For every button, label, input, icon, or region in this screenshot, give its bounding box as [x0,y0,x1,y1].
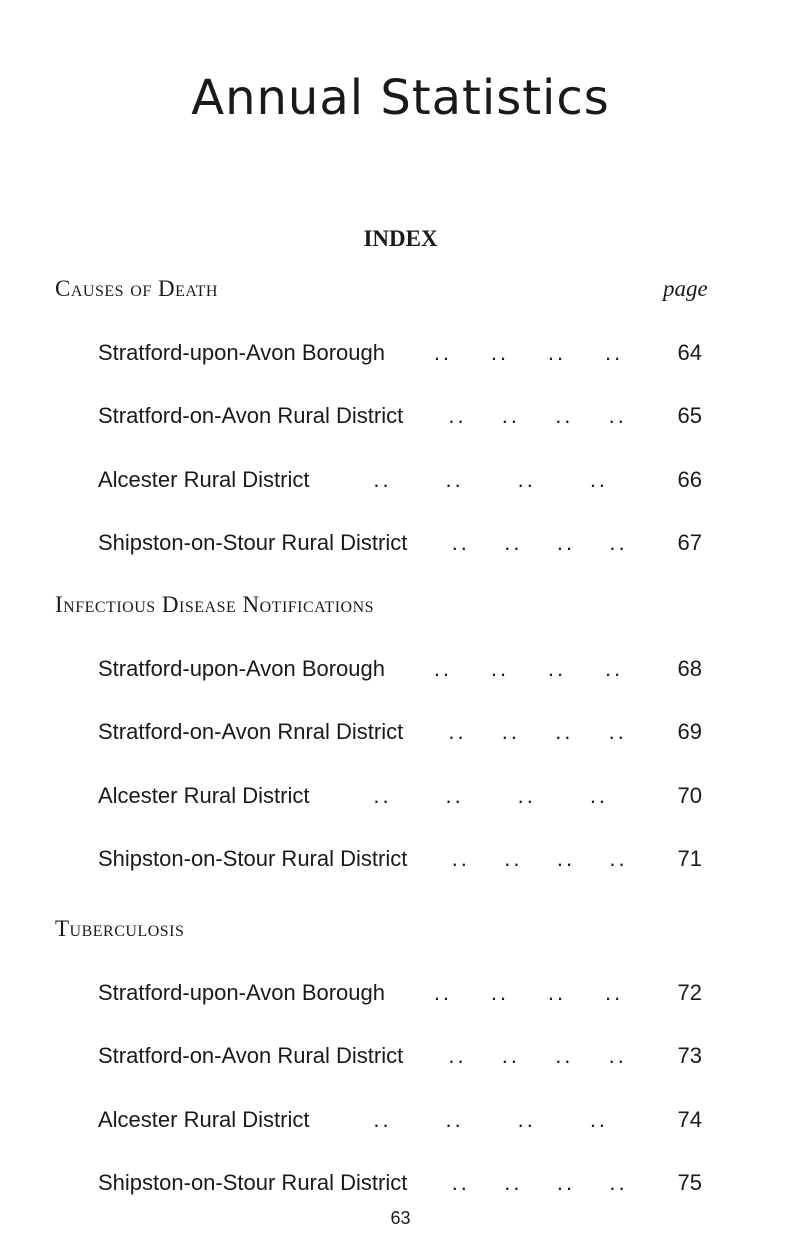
index-entry [98,656,702,686]
entry-page: 64 [677,340,702,365]
index-entry [98,719,702,749]
index-entry [98,1107,702,1137]
dot-leader: .. [448,1043,467,1068]
entry-label: Stratford-upon-Avon Borough [98,656,385,681]
section-heading: Causes of Death [55,276,218,301]
dot-leaders [407,530,672,556]
dot-leader: .. [448,719,467,744]
entry-page: 65 [677,403,702,428]
dot-leaders [309,1107,672,1133]
dot-leader: .. [373,783,392,808]
entry-page: 66 [677,467,702,492]
dot-leaders [385,980,672,1006]
dot-leader: .. [451,1170,470,1195]
page-number: 63 [390,1208,411,1228]
dot-leader: .. [490,340,510,365]
dot-leaders [403,719,672,745]
dot-leader: .. [490,980,510,1005]
dot-leader: .. [451,530,470,555]
dot-leader: .. [373,467,392,492]
dot-leader: .. [433,980,453,1005]
index-entry [98,1170,702,1200]
dot-leader: .. [589,467,609,492]
entry-label: Alcester Rural District [98,783,310,808]
index-heading: INDEX [363,226,438,251]
dot-leader: .. [609,530,628,555]
entry-label: Stratford-on-Avon Rural District [98,403,404,428]
index-entry [98,1043,702,1073]
entry-page: 71 [677,846,702,871]
dot-leader: .. [501,1043,521,1068]
dot-leaders [403,403,672,429]
dot-leaders [403,1043,672,1069]
dot-leader: .. [517,783,536,808]
index-entry [98,340,702,370]
entry-label: Alcester Rural District [98,467,310,492]
dot-leader: .. [504,1170,523,1195]
index-entry [98,980,702,1010]
dot-leader: .. [556,530,576,555]
dot-leader: .. [608,403,627,428]
dot-leader: .. [490,656,510,681]
entry-label: Shipston-on-Stour Rural District [98,1170,408,1195]
entry-label: Shipston-on-Stour Rural District [98,530,408,555]
section-heading: Infectious Disease Notifications [55,592,375,617]
entry-label: Stratford-on-Avon Rural District [98,1043,404,1068]
dot-leaders [309,783,672,809]
dot-leader: .. [517,467,536,492]
dot-leader: .. [609,846,628,871]
dot-leader: .. [445,783,464,808]
section-heading: Tuberculosis [55,916,185,941]
index-entry [98,783,702,813]
entry-label: Stratford-upon-Avon Borough [98,980,385,1005]
dot-leader: .. [589,783,609,808]
entry-page: 75 [677,1170,702,1195]
dot-leader: .. [547,656,567,681]
entry-page: 69 [677,719,702,744]
dot-leader: .. [433,656,453,681]
dot-leader: .. [604,656,624,681]
dot-leader: .. [451,846,470,871]
dot-leader: .. [433,340,453,365]
dot-leader: .. [556,1170,576,1195]
dot-leader: .. [555,403,574,428]
dot-leader: .. [608,719,627,744]
dot-leaders [309,467,672,493]
dot-leader: .. [501,719,521,744]
dot-leader: .. [448,403,467,428]
dot-leader: .. [555,1043,574,1068]
entry-page: 70 [677,783,702,808]
dot-leader: .. [589,1107,609,1132]
dot-leader: .. [555,719,574,744]
entry-page: 72 [677,980,702,1005]
dot-leader: .. [501,403,521,428]
dot-leaders [407,1170,672,1196]
entry-page: 68 [677,656,702,681]
dot-leader: .. [547,340,567,365]
dot-leader: .. [547,980,567,1005]
dot-leader: .. [445,467,464,492]
dot-leaders [385,656,672,682]
dot-leaders [407,846,672,872]
dot-leader: .. [604,980,624,1005]
index-entry [98,403,702,433]
dot-leader: .. [604,340,624,365]
dot-leader: .. [504,846,523,871]
index-entry [98,530,702,560]
dot-leader: .. [556,846,576,871]
dot-leader: .. [445,1107,464,1132]
dot-leader: .. [517,1107,536,1132]
entry-label: Stratford-upon-Avon Borough [98,340,385,365]
page-title: Annual Statistics [191,70,610,126]
entry-page: 67 [677,530,702,555]
index-entry [98,846,702,876]
dot-leader: .. [608,1043,627,1068]
index-entry [98,467,702,497]
entry-label: Shipston-on-Stour Rural District [98,846,408,871]
page-column-label: page [663,276,708,301]
dot-leader: .. [609,1170,628,1195]
entry-label: Stratford-on-Avon Rnral District [98,719,404,744]
entry-page: 74 [677,1107,702,1132]
entry-page: 73 [677,1043,702,1068]
dot-leader: .. [504,530,523,555]
entry-label: Alcester Rural District [98,1107,310,1132]
dot-leaders [385,340,672,366]
dot-leader: .. [373,1107,392,1132]
